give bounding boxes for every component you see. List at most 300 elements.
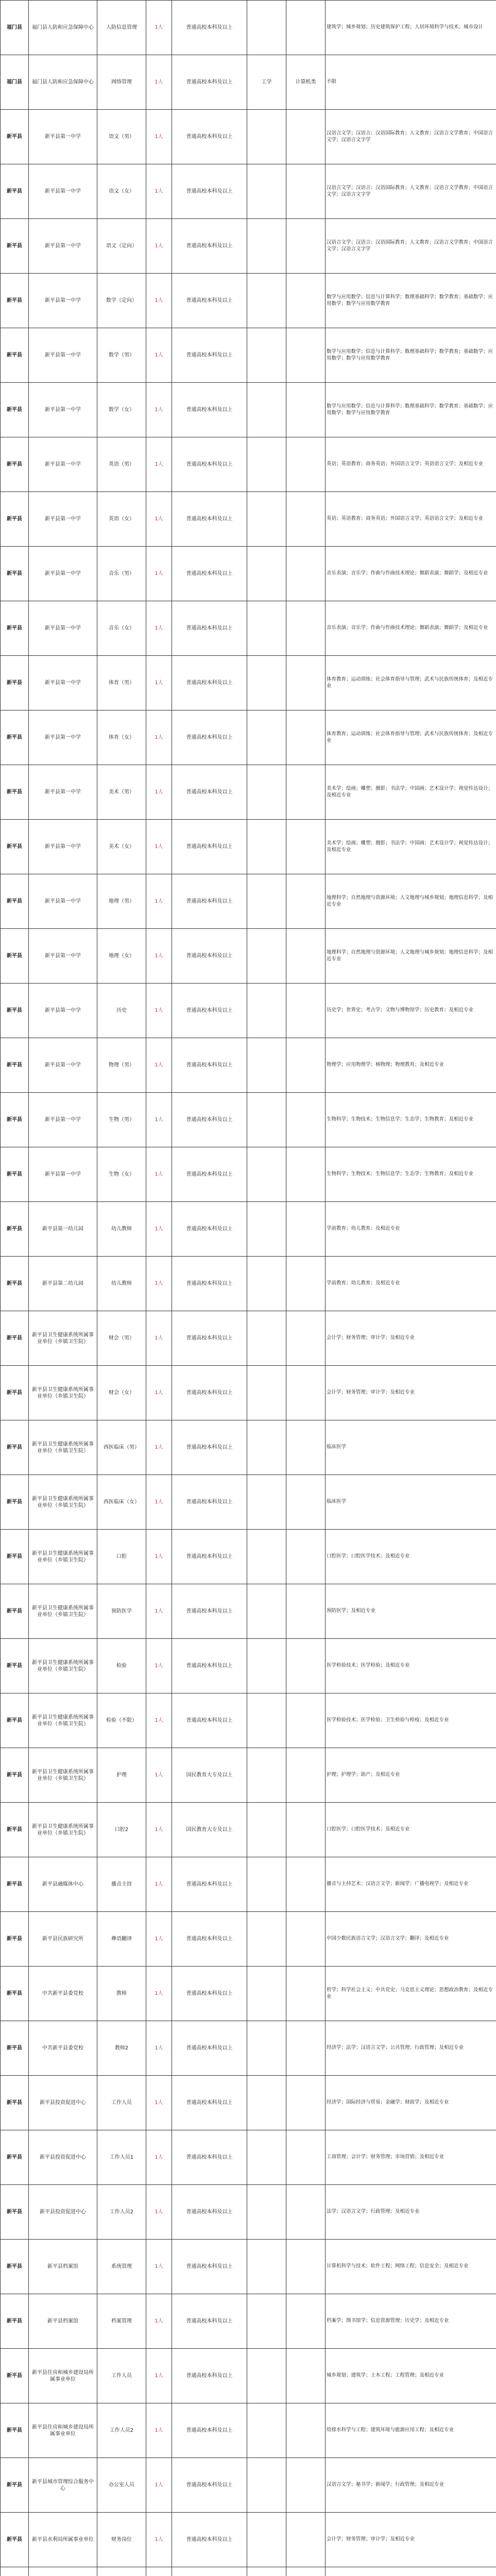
county-cell: 新平县 xyxy=(1,1912,29,1967)
major-category-cell xyxy=(286,1857,326,1912)
unit-cell: 新平县住房和城乡建设局所属事业单位 xyxy=(29,2403,97,2458)
table-row xyxy=(1,2349,496,2403)
county-cell: 新平县 xyxy=(1,874,29,929)
county-cell: 新平县 xyxy=(1,547,29,601)
requirement-cell: 城乡规划；建筑学；土木工程；工程管理；及相近专业 xyxy=(326,2349,496,2403)
education-cell: 普通高校本科及以上 xyxy=(172,874,247,929)
education-cell: 普通高校本科及以上 xyxy=(172,1038,247,1093)
education-cell: 普通高校本科及以上 xyxy=(172,820,247,874)
post-cell: 美术（女） xyxy=(97,820,146,874)
count-cell: 1人 xyxy=(146,1366,172,1420)
requirement-cell: 音乐表演；音乐学；作曲与作曲技术理论；舞蹈表演；舞蹈学；及相近专业 xyxy=(326,547,496,601)
major-category-cell xyxy=(286,1639,326,1693)
post-cell: 检验（不限） xyxy=(97,1693,146,1748)
requirement-cell: 经济学；国际经济与贸易；金融学；财政学；及相近专业 xyxy=(326,2076,496,2130)
county-cell: 新平县 xyxy=(1,1475,29,1530)
requirement-cell: 护理；护理学；助产；及相近专业 xyxy=(326,1748,496,1803)
unit-cell: 新平县水利局所属事业单位 xyxy=(29,2513,97,2567)
post-cell: 体育（女） xyxy=(97,710,146,765)
requirement-cell: 英语；英语教育；商务英语；外国语言文学；英语语言文学；及相近专业 xyxy=(326,437,496,492)
unit-cell: 福门县人防和应急保障中心 xyxy=(29,55,97,110)
education-cell: 普通高校本科及以上 xyxy=(172,1202,247,1257)
major-category-cell xyxy=(286,274,326,328)
degree-cell xyxy=(247,1639,286,1693)
degree-cell xyxy=(247,601,286,656)
degree-cell xyxy=(247,2076,286,2130)
major-category-cell xyxy=(286,1038,326,1093)
county-cell: 新平县 xyxy=(1,274,29,328)
post-cell: 语文（定向） xyxy=(97,219,146,274)
table-row xyxy=(1,1530,496,1584)
major-category-cell xyxy=(286,2458,326,2513)
table-row xyxy=(1,1311,496,1366)
requirement-cell xyxy=(326,2567,496,2576)
major-category-cell xyxy=(286,437,326,492)
education-cell: 普通高校本科及以上 xyxy=(172,328,247,383)
degree-cell xyxy=(247,1693,286,1748)
count-cell: 1人 xyxy=(146,2240,172,2294)
degree-cell xyxy=(247,2130,286,2185)
count-cell: 1人 xyxy=(146,710,172,765)
table-row xyxy=(1,1257,496,1311)
degree-cell xyxy=(247,492,286,547)
table-row xyxy=(1,1147,496,1202)
major-category-cell xyxy=(286,2403,326,2458)
county-cell: 新平县 xyxy=(1,1257,29,1311)
requirement-cell: 法学；汉语言文学；行政管理；及相近专业 xyxy=(326,2185,496,2240)
count-cell: 1人 xyxy=(146,2076,172,2130)
post-cell: 语文（男） xyxy=(97,110,146,164)
count-cell: 1人 xyxy=(146,929,172,984)
count-cell: 1人 xyxy=(146,55,172,110)
county-cell: 新平县 xyxy=(1,656,29,710)
unit-cell: 新平县民族研究所 xyxy=(29,1912,97,1967)
post-cell: 网络管理 xyxy=(97,55,146,110)
post-cell: 彝语翻译 xyxy=(97,1912,146,1967)
table-row xyxy=(1,765,496,820)
county-cell: 新平县 xyxy=(1,710,29,765)
post-cell: 物理（男） xyxy=(97,1038,146,1093)
table-row xyxy=(1,1475,496,1530)
county-cell: 新平县 xyxy=(1,1693,29,1748)
degree-cell xyxy=(247,1420,286,1475)
post-cell: 播音主持 xyxy=(97,1857,146,1912)
education-cell: 普通高校本科及以上 xyxy=(172,110,247,164)
count-cell: 1人 xyxy=(146,984,172,1038)
count-cell: 1人 xyxy=(146,601,172,656)
post-cell: 检验 xyxy=(97,1639,146,1693)
major-category-cell xyxy=(286,601,326,656)
education-cell: 普通高校本科及以上 xyxy=(172,2076,247,2130)
degree-cell xyxy=(247,2294,286,2349)
count-cell: 1人 xyxy=(146,492,172,547)
post-cell: 幼儿教师 xyxy=(97,1202,146,1257)
degree-cell xyxy=(247,1,286,55)
table-row xyxy=(1,437,496,492)
table-row xyxy=(1,219,496,274)
count-cell: 1人 xyxy=(146,2185,172,2240)
degree-cell xyxy=(247,874,286,929)
table-row xyxy=(1,2513,496,2567)
unit-cell: 新平县卫生健康系统所属事业单位（乡镇卫生院） xyxy=(29,1311,97,1366)
education-cell: 普通高校本科及以上 xyxy=(172,1584,247,1639)
requirement-cell: 播音与主持艺术；汉语言文学；新闻学；广播电视学；及相近专业 xyxy=(326,1857,496,1912)
count-cell: 1人 xyxy=(146,274,172,328)
education-cell: 普通高校本科及以上 xyxy=(172,2458,247,2513)
degree-cell xyxy=(247,219,286,274)
post-cell: 西医临床（女） xyxy=(97,1475,146,1530)
unit-cell: 新平县卫生健康系统所属事业单位（乡镇卫生院） xyxy=(29,1366,97,1420)
count-cell: 1人 xyxy=(146,1693,172,1748)
count-cell: 1人 xyxy=(146,1530,172,1584)
degree-cell xyxy=(247,1748,286,1803)
degree-cell xyxy=(247,274,286,328)
county-cell: 新平县 xyxy=(1,2349,29,2403)
unit-cell: 新平县第一中学 xyxy=(29,820,97,874)
major-category-cell xyxy=(286,984,326,1038)
count-cell: 1人 xyxy=(146,1639,172,1693)
unit-cell: 新平县投资促进中心 xyxy=(29,2076,97,2130)
degree-cell xyxy=(247,1530,286,1584)
major-category-cell xyxy=(286,328,326,383)
degree-cell xyxy=(247,2240,286,2294)
education-cell: 普通高校本科及以上 xyxy=(172,274,247,328)
major-category-cell xyxy=(286,1202,326,1257)
degree-cell xyxy=(247,1147,286,1202)
degree-cell xyxy=(247,2349,286,2403)
degree-cell xyxy=(247,820,286,874)
degree-cell xyxy=(247,1584,286,1639)
degree-cell xyxy=(247,984,286,1038)
education-cell: 国民教育大专及以上 xyxy=(172,1803,247,1857)
table-row xyxy=(1,710,496,765)
education-cell: 普通高校本科及以上 xyxy=(172,929,247,984)
unit-cell: 新平县第一中学 xyxy=(29,492,97,547)
requirement-cell: 会计学；财务管理；审计学；及相近专业 xyxy=(326,1366,496,1420)
unit-cell: 新平县第一中学 xyxy=(29,110,97,164)
table-row xyxy=(1,656,496,710)
table-row xyxy=(1,601,496,656)
county-cell: 新平县 xyxy=(1,1202,29,1257)
count-cell: 1人 xyxy=(146,547,172,601)
table-row xyxy=(1,1093,496,1147)
education-cell: 普通高校本科及以上 xyxy=(172,984,247,1038)
requirement-cell: 中国少数民族语言文学；汉语言文学；翻译；及相近专业 xyxy=(326,1912,496,1967)
county-cell: 新平县 xyxy=(1,820,29,874)
education-cell: 普通高校本科及以上 xyxy=(172,219,247,274)
degree-cell xyxy=(247,1912,286,1967)
count-cell: 1人 xyxy=(146,1093,172,1147)
county-cell: 新平县 xyxy=(1,2458,29,2513)
county-cell: 新平县 xyxy=(1,929,29,984)
education-cell: 普通高校本科及以上 xyxy=(172,1857,247,1912)
count-cell: 1人 xyxy=(146,1912,172,1967)
education-cell: 普通高校本科及以上 xyxy=(172,656,247,710)
count-cell: 1人 xyxy=(146,2458,172,2513)
count-cell: 1人 xyxy=(146,1311,172,1366)
table-row xyxy=(1,1967,496,2021)
county-cell: 新平县 xyxy=(1,1967,29,2021)
county-cell xyxy=(1,2567,29,2576)
county-cell: 新平县 xyxy=(1,1147,29,1202)
requirement-cell: 经济学；法学；汉语言文学；公共管理；行政管理；及相近专业 xyxy=(326,2021,496,2076)
post-cell: 教师 xyxy=(97,1967,146,2021)
requirement-cell: 物理学；应用物理学；核物理；物理教育；及相近专业 xyxy=(326,1038,496,1093)
requirement-cell: 美术学；绘画；雕塑；摄影；书法学；中国画；艺术设计学；视觉传达设计；及相近专业 xyxy=(326,820,496,874)
education-cell: 普通高校本科及以上 xyxy=(172,2130,247,2185)
major-category-cell xyxy=(286,1803,326,1857)
unit-cell: 新平县第一中学 xyxy=(29,929,97,984)
county-cell: 福门县 xyxy=(1,55,29,110)
major-category-cell xyxy=(286,2130,326,2185)
requirement-cell: 档案学；图书馆学；信息资源管理；历史学；及相近专业 xyxy=(326,2294,496,2349)
degree-cell xyxy=(247,2567,286,2576)
major-category-cell xyxy=(286,1366,326,1420)
county-cell: 新平县 xyxy=(1,110,29,164)
unit-cell: 新平县第一中学 xyxy=(29,164,97,219)
count-cell: 1人 xyxy=(146,820,172,874)
unit-cell: 新平县第一中学 xyxy=(29,274,97,328)
count-cell: 1人 xyxy=(146,1202,172,1257)
table-row xyxy=(1,1639,496,1693)
requirement-cell: 工商管理；会计学；财务管理；市场营销；及相近专业 xyxy=(326,2130,496,2185)
education-cell xyxy=(172,2567,247,2576)
degree-cell xyxy=(247,765,286,820)
major-category-cell xyxy=(286,1475,326,1530)
unit-cell: 新平县住房和城乡建设局所属事业单位 xyxy=(29,2349,97,2403)
education-cell: 普通高校本科及以上 xyxy=(172,2349,247,2403)
degree-cell xyxy=(247,2458,286,2513)
degree-cell xyxy=(247,2021,286,2076)
table-row xyxy=(1,2294,496,2349)
county-cell: 新平县 xyxy=(1,1803,29,1857)
requirement-cell: 地理科学；自然地理与资源环境；人文地理与城乡规划；地理信息科学；及相近专业 xyxy=(326,929,496,984)
major-category-cell xyxy=(286,656,326,710)
education-cell: 普通高校本科及以上 xyxy=(172,2513,247,2567)
post-cell: 地理（女） xyxy=(97,929,146,984)
major-category-cell xyxy=(286,929,326,984)
unit-cell: 新平县第一幼儿园 xyxy=(29,1202,97,1257)
education-cell: 普通高校本科及以上 xyxy=(172,547,247,601)
post-cell: 工作人员1 xyxy=(97,2130,146,2185)
requirement-cell: 美术学；绘画；雕塑；摄影；书法学；中国画；艺术设计学；视觉传达设计；及相近专业 xyxy=(326,765,496,820)
count-cell: 1人 xyxy=(146,2349,172,2403)
county-cell: 新平县 xyxy=(1,328,29,383)
unit-cell: 新平县第一中学 xyxy=(29,383,97,437)
post-cell: 工作人员 xyxy=(97,2076,146,2130)
table-row xyxy=(1,2076,496,2130)
post-cell: 工作人员2 xyxy=(97,2403,146,2458)
count-cell xyxy=(146,2567,172,2576)
education-cell: 国民教育大专及以上 xyxy=(172,1748,247,1803)
county-cell: 新平县 xyxy=(1,1584,29,1639)
education-cell: 普通高校本科及以上 xyxy=(172,1366,247,1420)
post-cell: 西医临床（男） xyxy=(97,1420,146,1475)
unit-cell: 新平县档案馆 xyxy=(29,2240,97,2294)
major-category-cell xyxy=(286,1748,326,1803)
table-row xyxy=(1,383,496,437)
education-cell: 普通高校本科及以上 xyxy=(172,1475,247,1530)
requirement-cell: 体育教育；运动训练；社会体育指导与管理；武术与民族传统体育；及相近专业 xyxy=(326,656,496,710)
unit-cell xyxy=(29,2567,97,2576)
table-row xyxy=(1,110,496,164)
post-cell: 办公室人员 xyxy=(97,2458,146,2513)
table-row xyxy=(1,1420,496,1475)
table-row xyxy=(1,492,496,547)
table-row xyxy=(1,2130,496,2185)
education-cell: 普通高校本科及以上 xyxy=(172,437,247,492)
major-category-cell xyxy=(286,1912,326,1967)
county-cell: 新平县 xyxy=(1,2240,29,2294)
unit-cell: 新平县投资促进中心 xyxy=(29,2185,97,2240)
degree-cell xyxy=(247,547,286,601)
table-row xyxy=(1,1748,496,1803)
post-cell: 财会（男） xyxy=(97,1311,146,1366)
requirement-cell: 数学与应用数学；信息与计算科学；数理基础科学；数学教育；基础数学；应用数学；数学与应用数学教育 xyxy=(326,274,496,328)
unit-cell: 中共新平县委党校 xyxy=(29,1967,97,2021)
unit-cell: 新平县第一中学 xyxy=(29,656,97,710)
count-cell: 1人 xyxy=(146,219,172,274)
major-category-cell xyxy=(286,1093,326,1147)
table-row xyxy=(1,1202,496,1257)
requirement-cell: 音乐表演；音乐学；作曲与作曲技术理论；舞蹈表演；舞蹈学；及相近专业 xyxy=(326,601,496,656)
county-cell: 新平县 xyxy=(1,1420,29,1475)
degree-cell xyxy=(247,2513,286,2567)
unit-cell: 新平县第一中学 xyxy=(29,765,97,820)
post-cell: 数学（定向） xyxy=(97,274,146,328)
major-category-cell xyxy=(286,1257,326,1311)
count-cell: 1人 xyxy=(146,874,172,929)
major-category-cell xyxy=(286,547,326,601)
education-cell: 普通高校本科及以上 xyxy=(172,601,247,656)
education-cell: 普通高校本科及以上 xyxy=(172,55,247,110)
unit-cell: 新平县第一中学 xyxy=(29,1038,97,1093)
major-category-cell xyxy=(286,874,326,929)
requirement-cell: 不限 xyxy=(326,55,496,110)
major-category-cell xyxy=(286,2185,326,2240)
post-cell: 预防医学 xyxy=(97,1584,146,1639)
unit-cell: 新平县第二幼儿园 xyxy=(29,1257,97,1311)
degree-cell xyxy=(247,1803,286,1857)
county-cell: 新平县 xyxy=(1,2185,29,2240)
unit-cell: 新平县第一中学 xyxy=(29,437,97,492)
county-cell: 新平县 xyxy=(1,2021,29,2076)
unit-cell: 新平县卫生健康系统所属事业单位（乡镇卫生院） xyxy=(29,1803,97,1857)
requirement-cell: 体育教育；运动训练；社会体育指导与管理；武术与民族传统体育；及相近专业 xyxy=(326,710,496,765)
table-row xyxy=(1,874,496,929)
education-cell: 普通高校本科及以上 xyxy=(172,1639,247,1693)
count-cell: 1人 xyxy=(146,2403,172,2458)
degree-cell xyxy=(247,1311,286,1366)
degree-cell xyxy=(247,437,286,492)
county-cell: 新平县 xyxy=(1,1639,29,1693)
county-cell: 新平县 xyxy=(1,219,29,274)
requirement-cell: 会计学；财务管理；审计学；及相近专业 xyxy=(326,2513,496,2567)
table-row xyxy=(1,547,496,601)
requirement-cell: 数学与应用数学；信息与计算科学；数理基础科学；数学教育；基础数学；应用数学；数学与应用数学教育 xyxy=(326,328,496,383)
degree-cell xyxy=(247,1967,286,2021)
unit-cell: 新平县档案馆 xyxy=(29,2294,97,2349)
county-cell: 新平县 xyxy=(1,383,29,437)
table-row xyxy=(1,1912,496,1967)
degree-cell xyxy=(247,710,286,765)
count-cell: 1人 xyxy=(146,1967,172,2021)
county-cell: 新平县 xyxy=(1,492,29,547)
requirement-cell: 学前教育；幼儿教育；及相近专业 xyxy=(326,1257,496,1311)
county-cell: 新平县 xyxy=(1,437,29,492)
unit-cell: 新平县卫生健康系统所属事业单位（乡镇卫生院） xyxy=(29,1420,97,1475)
post-cell: 语文（女） xyxy=(97,164,146,219)
post-cell: 财会（女） xyxy=(97,1366,146,1420)
requirement-cell: 计算机科学与技术；软件工程；网络工程；信息安全；及相近专业 xyxy=(326,2240,496,2294)
unit-cell: 福门县人防和应急保障中心 xyxy=(29,1,97,55)
degree-cell xyxy=(247,1038,286,1093)
count-cell: 1人 xyxy=(146,1475,172,1530)
unit-cell: 新平县第一中学 xyxy=(29,328,97,383)
degree-cell xyxy=(247,328,286,383)
unit-cell: 新平县融媒体中心 xyxy=(29,1857,97,1912)
major-category-cell xyxy=(286,710,326,765)
major-category-cell xyxy=(286,820,326,874)
education-cell: 普通高校本科及以上 xyxy=(172,1257,247,1311)
post-cell: 护理 xyxy=(97,1748,146,1803)
requirement-cell: 生物科学；生物技术；生物信息学；生态学；生物教育；及相近专业 xyxy=(326,1147,496,1202)
requirement-cell: 临床医学 xyxy=(326,1475,496,1530)
county-cell: 新平县 xyxy=(1,2513,29,2567)
unit-cell: 新平县第一中学 xyxy=(29,601,97,656)
requirement-cell: 地理科学；自然地理与资源环境；人文地理与城乡规划；地理信息科学；及相近专业 xyxy=(326,874,496,929)
degree-cell: 工学 xyxy=(247,55,286,110)
post-cell: 幼儿教师 xyxy=(97,1257,146,1311)
major-category-cell xyxy=(286,219,326,274)
table-row xyxy=(1,984,496,1038)
major-category-cell xyxy=(286,492,326,547)
degree-cell xyxy=(247,383,286,437)
unit-cell: 新平县城市管理综合服务中心 xyxy=(29,2458,97,2513)
count-cell: 1人 xyxy=(146,328,172,383)
table-row xyxy=(1,55,496,110)
major-category-cell xyxy=(286,164,326,219)
unit-cell: 新平县第一中学 xyxy=(29,874,97,929)
major-category-cell xyxy=(286,2021,326,2076)
count-cell: 1人 xyxy=(146,1857,172,1912)
post-cell: 财务岗位 xyxy=(97,2513,146,2567)
post-cell: 数学（男） xyxy=(97,328,146,383)
county-cell: 新平县 xyxy=(1,1857,29,1912)
table-row xyxy=(1,274,496,328)
requirement-cell: 医学检验技术；医学检验；卫生检验与检疫；及相近专业 xyxy=(326,1693,496,1748)
major-category-cell xyxy=(286,765,326,820)
major-category-cell xyxy=(286,1147,326,1202)
requirement-cell: 会计学；财务管理；审计学；及相近专业 xyxy=(326,1311,496,1366)
degree-cell xyxy=(247,1366,286,1420)
post-cell: 数学（女） xyxy=(97,383,146,437)
education-cell: 普通高校本科及以上 xyxy=(172,1967,247,2021)
degree-cell xyxy=(247,110,286,164)
count-cell: 1人 xyxy=(146,437,172,492)
count-cell: 1人 xyxy=(146,164,172,219)
major-category-cell xyxy=(286,1311,326,1366)
count-cell: 1人 xyxy=(146,1257,172,1311)
requirement-cell: 口腔医学；口腔医学技术；及相近专业 xyxy=(326,1803,496,1857)
requirement-cell: 汉语言文学；汉语言；汉语国际教育；人文教育；汉语言文学教育；中国语言文学；汉语言文字学 xyxy=(326,110,496,164)
post-cell: 生物（女） xyxy=(97,1147,146,1202)
unit-cell: 新平县第一中学 xyxy=(29,710,97,765)
degree-cell xyxy=(247,1857,286,1912)
education-cell: 普通高校本科及以上 xyxy=(172,1693,247,1748)
county-cell: 新平县 xyxy=(1,601,29,656)
education-cell: 普通高校本科及以上 xyxy=(172,2240,247,2294)
